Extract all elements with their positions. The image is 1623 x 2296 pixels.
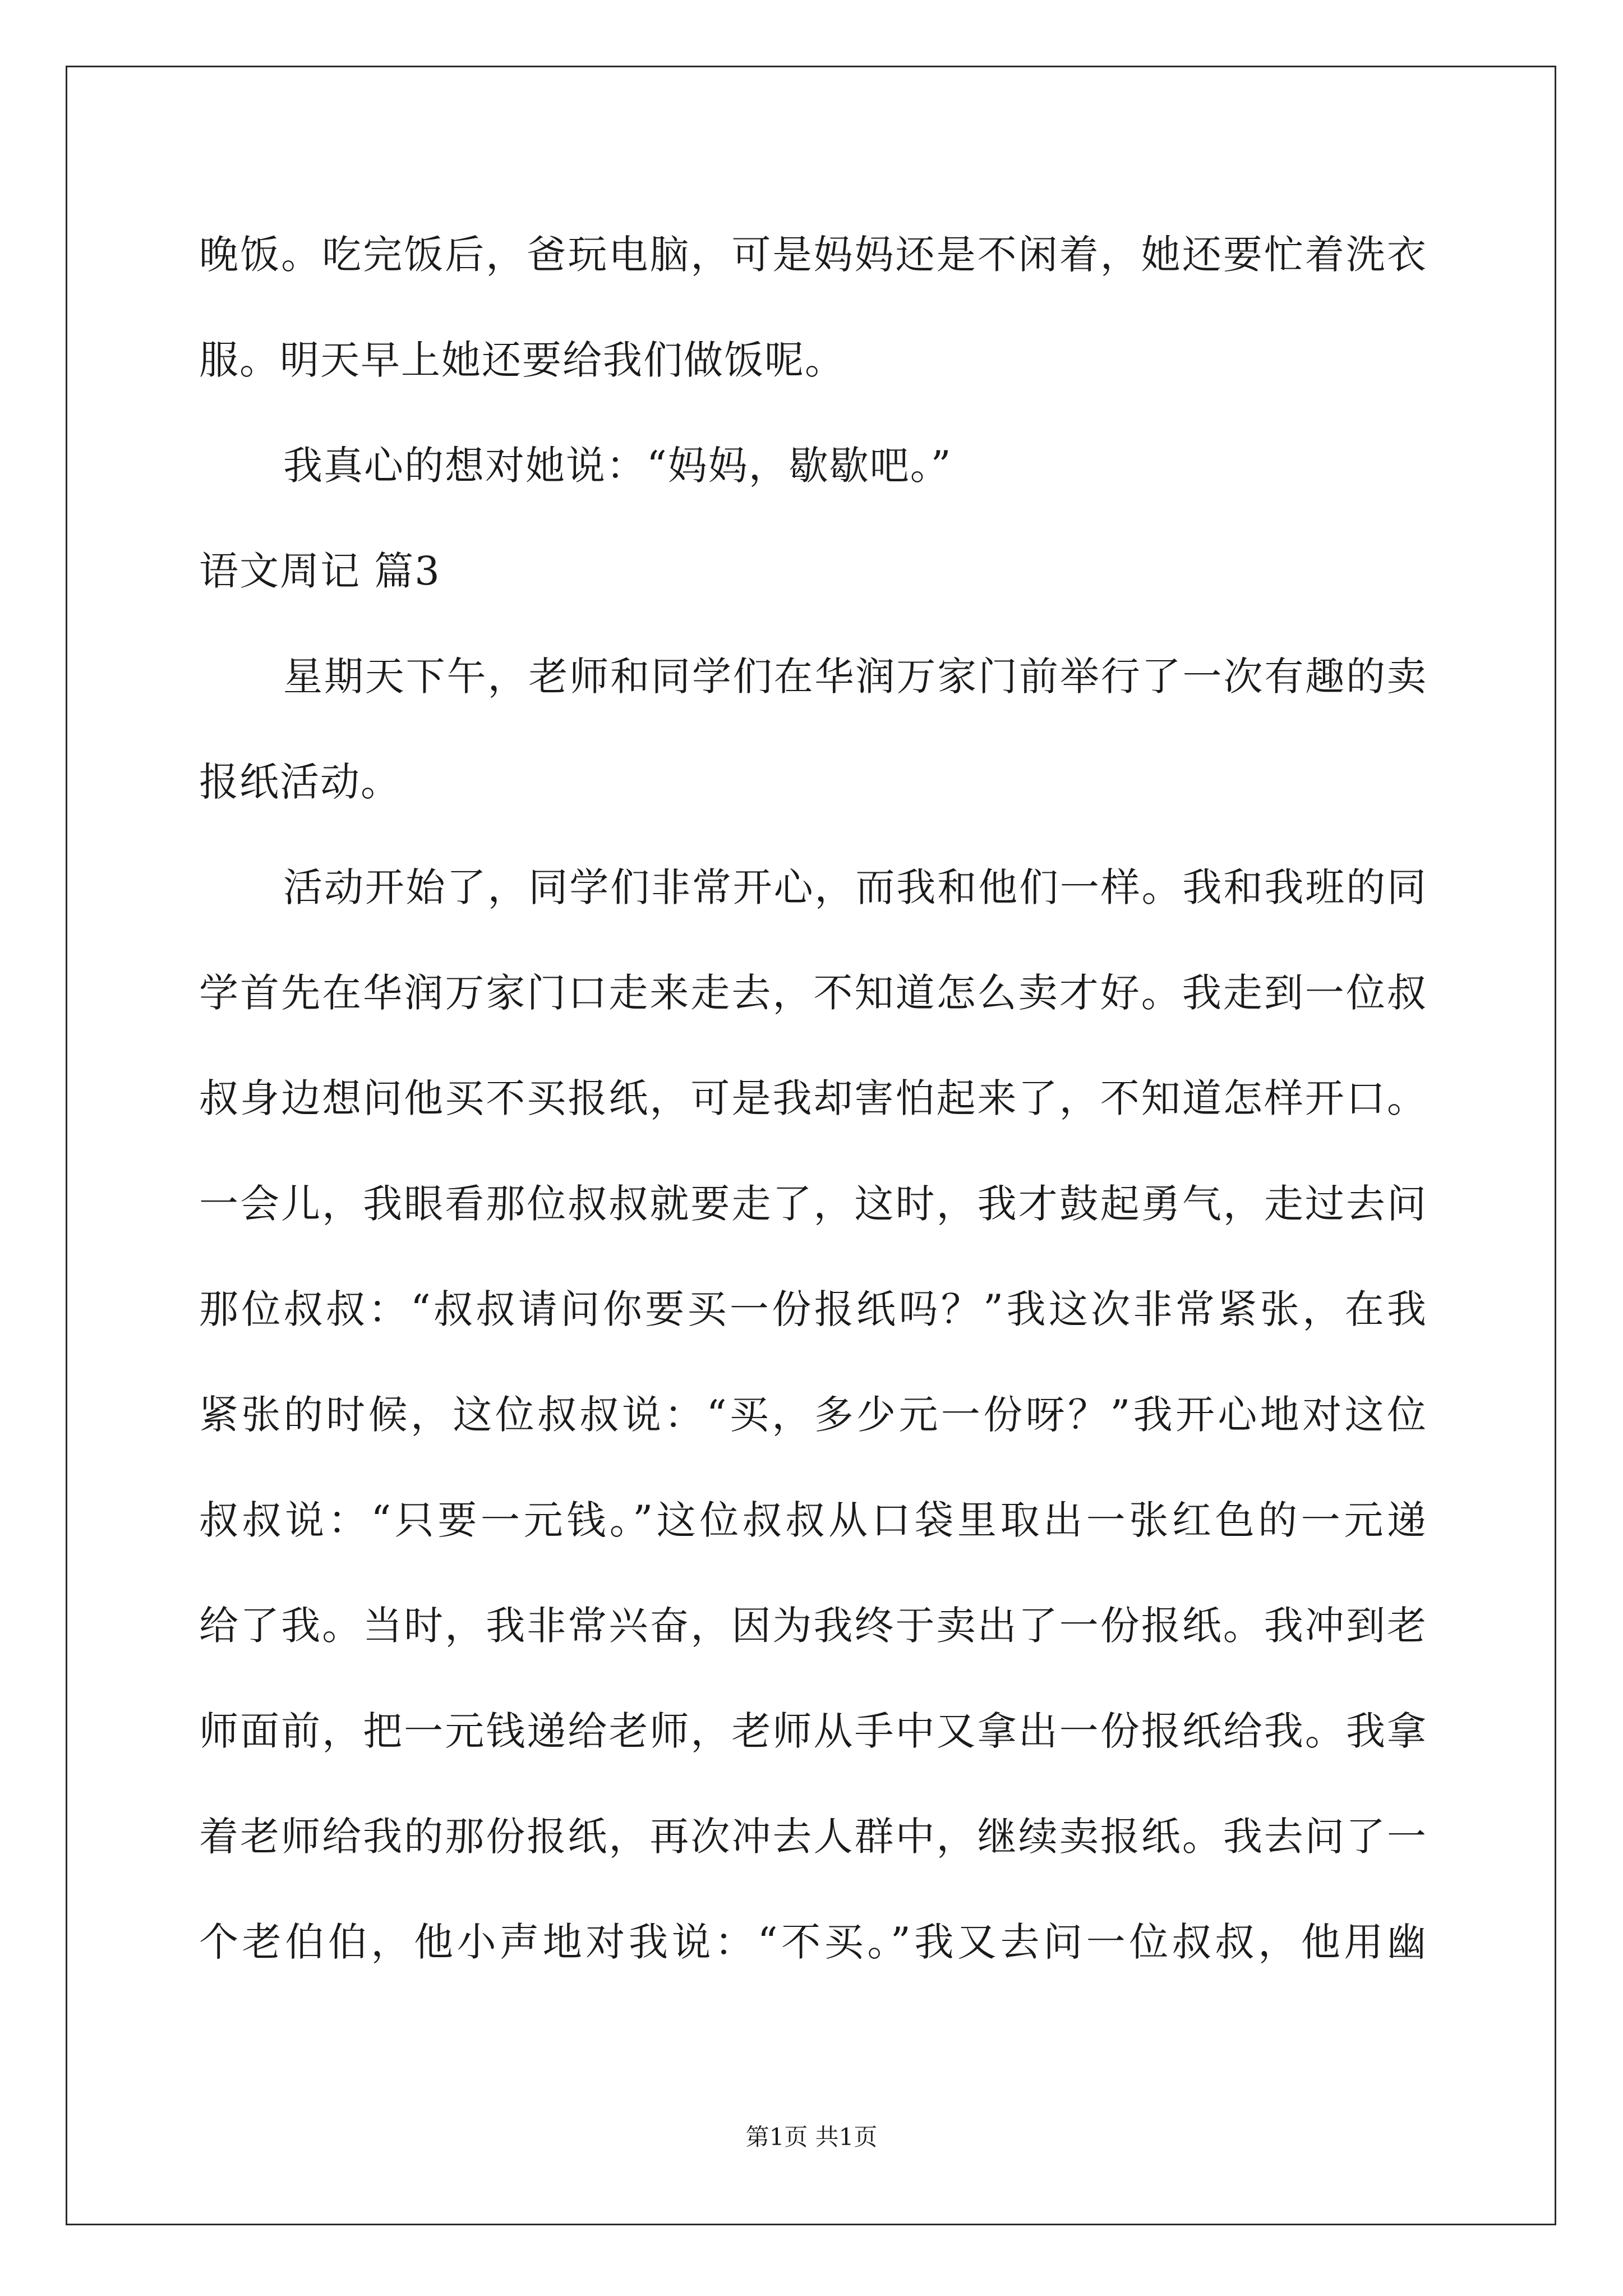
paragraph-line: 叔身边想问他买不买报纸，可是我却害怕起来了，不知道怎样开口。	[199, 1075, 1427, 1121]
paragraph-line: 服。明天早上她还要给我们做饭呢。	[199, 337, 845, 383]
paragraph-line: 紧张的时候，这位叔叔说：“买，多少元一份呀？”我开心地对这位	[199, 1392, 1427, 1438]
document-body	[199, 202, 1427, 1995]
paragraph-line: 星期天下午，老师和同学们在华润万家门前举行了一次有趣的卖	[283, 654, 1427, 700]
paragraph-line: 着老师给我的那份报纸，再次冲去人群中，继续卖报纸。我去问了一	[199, 1814, 1427, 1860]
paragraph-line: 师面前，把一元钱递给老师，老师从手中又拿出一份报纸给我。我拿	[199, 1708, 1427, 1754]
paragraph-line: 给了我。当时，我非常兴奋，因为我终于卖出了一份报纸。我冲到老	[199, 1603, 1427, 1649]
section-heading: 语文周记 篇3	[199, 548, 441, 594]
paragraph-line: 学首先在华润万家门口走来走去，不知道怎么卖才好。我走到一位叔	[199, 970, 1427, 1016]
paragraph-line: 一会儿，我眼看那位叔叔就要走了，这时，我才鼓起勇气，走过去问	[199, 1181, 1427, 1227]
paragraph-line: 那位叔叔：“叔叔请问你要买一份报纸吗？”我这次非常紧张，在我	[199, 1286, 1427, 1332]
paragraph-line: 活动开始了，同学们非常开心，而我和他们一样。我和我班的同	[283, 864, 1427, 910]
paragraph-line: 报纸活动。	[199, 759, 401, 805]
paragraph-line: 叔叔说：“只要一元钱。”这位叔叔从口袋里取出一张红色的一元递	[199, 1497, 1427, 1543]
paragraph-line: 晚饭。吃完饭后，爸玩电脑，可是妈妈还是不闲着，她还要忙着洗衣	[199, 232, 1427, 278]
paragraph-line: 我真心的想对她说：“妈妈，歇歇吧。”	[283, 443, 952, 489]
page-number-footer: 第1页 共1页	[745, 2123, 878, 2151]
paragraph-line: 个老伯伯，他小声地对我说：“不买。”我又去问一位叔叔，他用幽	[199, 1919, 1427, 1965]
